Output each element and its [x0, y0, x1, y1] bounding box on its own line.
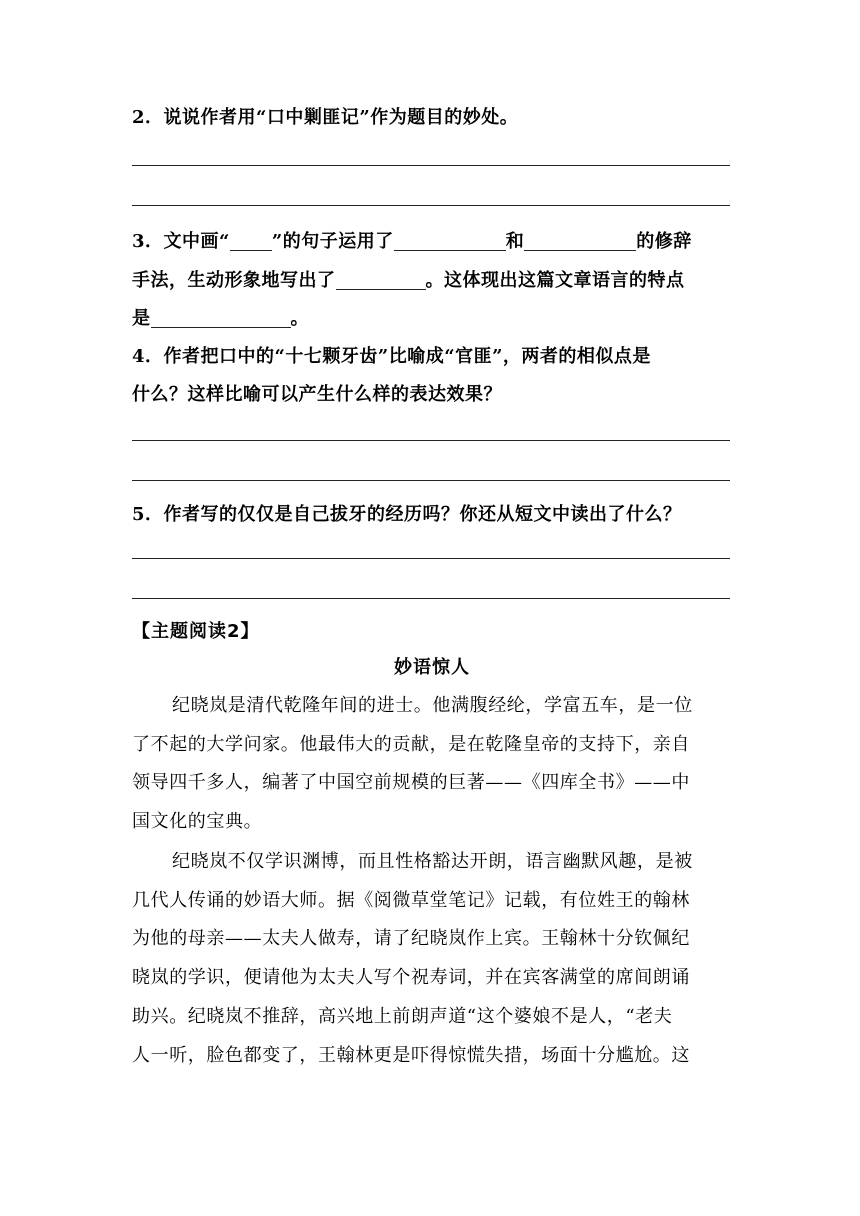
q3-text: 是 [132, 308, 151, 329]
answer-line[interactable] [132, 165, 730, 166]
paragraph-line: 为他的母亲——太夫人做寿，请了纪晓岚作上宾。王翰林十分钦佩纪 [132, 928, 690, 950]
answer-line[interactable] [132, 480, 730, 481]
question-4-line2: 什么？这样比喻可以产生什么样的表达效果？ [132, 384, 502, 405]
question-3 [132, 222, 732, 261]
paragraph-line: 纪晓岚不仅学识渊博，而且性格豁达开朗，语言幽默风趣，是被 [172, 851, 693, 872]
q3-text: 的修辞 [636, 231, 692, 252]
question-3-line2 [132, 261, 732, 300]
question-4-line1: 4．作者把口中的“十七颗牙齿”比喻成“官匪”，两者的相似点是 [132, 346, 651, 367]
paragraph-line: 助兴。纪晓岚不推辞，高兴地上前朗声道“这个婆娘不是人，“老夫 [132, 1005, 673, 1027]
paragraph-line: 几代人传诵的妙语大师。据《阅微草堂笔记》记载，有位姓王的翰林 [132, 889, 690, 911]
q3-text: 手法，生动形象地写出了 [132, 270, 336, 291]
paragraph-line: 了不起的大学问家。他最伟大的贡献，是在乾隆皇帝的支持下，亲自 [132, 733, 690, 755]
passage-title: 妙语惊人 [394, 657, 470, 678]
fill-blank[interactable] [524, 228, 636, 251]
fill-blank[interactable] [151, 305, 291, 328]
q3-text: 。这体现出这篇文章语言的特点 [425, 270, 685, 291]
question-2: 2．说说作者用“口中剿匪记”作为题目的妙处。 [132, 107, 519, 128]
fill-blank[interactable] [394, 228, 506, 251]
q3-text: ”的句子运用了 [271, 231, 394, 252]
paragraph-line: 人一听，脸色都变了，王翰林更是吓得惊慌失措，场面十分尴尬。这 [132, 1044, 690, 1066]
answer-line[interactable] [132, 558, 730, 559]
passage-paragraph-1 [132, 687, 732, 842]
answer-line[interactable] [132, 440, 730, 441]
question-3-line3 [132, 299, 732, 338]
paragraph-line: 领导四千多人，编著了中国空前规模的巨著——《四库全书》——中 [132, 772, 690, 794]
q3-text: 3．文中画“ [132, 231, 230, 252]
answer-line[interactable] [132, 205, 730, 206]
answer-line[interactable] [132, 598, 730, 599]
fill-blank[interactable] [336, 267, 426, 290]
paragraph-line: 晓岚的学识，便请他为太夫人写个祝寿词，并在宾客满堂的席间朗诵 [132, 967, 690, 989]
question-5: 5．作者写的仅仅是自己拔牙的经历吗？你还从短文中读出了什么？ [132, 504, 682, 525]
paragraph-line: 国文化的宝典。 [132, 811, 263, 833]
q3-text: 。 [290, 308, 309, 329]
paragraph-line: 纪晓岚是清代乾隆年间的进士。他满腹经纶，学富五车，是一位 [172, 695, 693, 716]
passage-paragraph-2 [132, 843, 732, 1075]
q3-text: 和 [505, 231, 525, 252]
section-heading: 【主题阅读2】 [132, 621, 260, 642]
fill-blank[interactable] [230, 228, 272, 251]
